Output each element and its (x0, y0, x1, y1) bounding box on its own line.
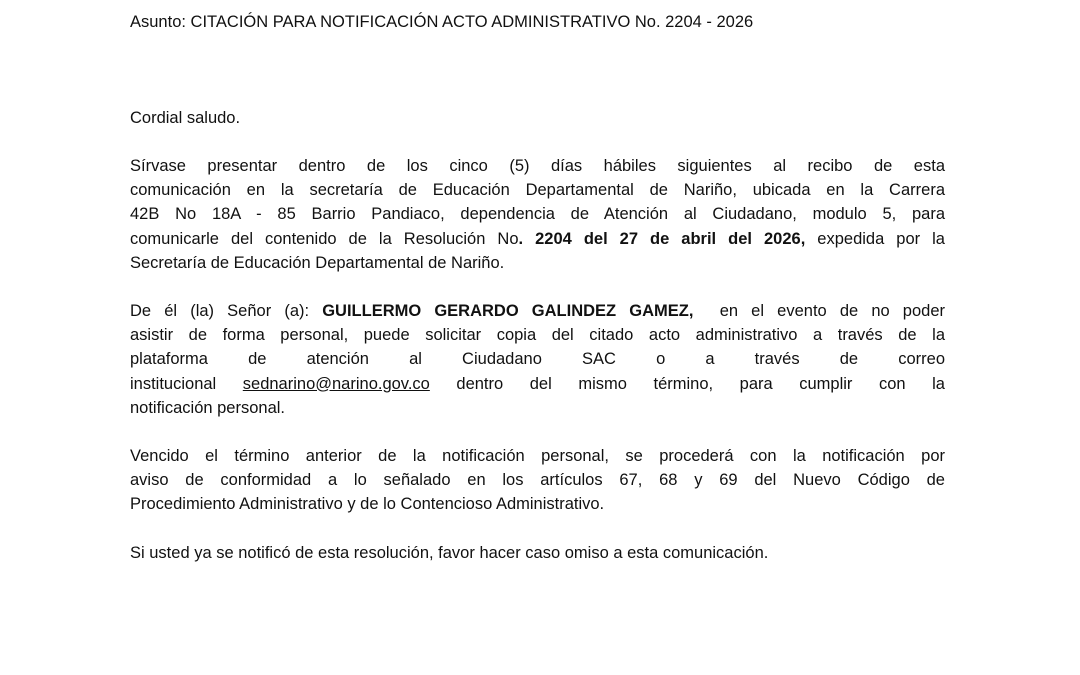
paragraph-notice (130, 444, 945, 517)
text-line (130, 372, 945, 396)
text-line: aviso de conformidad a lo señalado en los artículos 67, 68 y 69 del Nuevo Código de (130, 471, 945, 490)
text-line: Si usted ya se notificó de esta resolución, favor hacer caso omiso a esta comunicación. (130, 544, 769, 562)
recipient-name: GUILLERMO GERARDO GALINDEZ GAMEZ, (322, 302, 694, 320)
text-line: 42B No 18A - 85 Barrio Pandiaco, dependencia de Atención al Ciudadano, modulo 5, para (130, 205, 945, 224)
text-line (130, 227, 945, 251)
paragraph-disclaimer (130, 541, 945, 565)
text-line: notificación personal. (130, 398, 286, 417)
text-segment: expedida por la (805, 229, 945, 248)
text-line: comunicación en la secretaría de Educación Departamental de Nariño, ubicada en la Carrera (130, 181, 945, 200)
text-line: plataforma de atención al Ciudadano SAC o a través de correo (130, 350, 945, 369)
text-segment: en el evento de no poder (693, 302, 946, 320)
email-link[interactable]: sednarino@narino.gov.co (242, 374, 430, 393)
text-line: Sírvase presentar dentro de los cinco (5) días hábiles siguientes al recibo de esta (130, 157, 945, 175)
document-page (130, 0, 945, 675)
text-segment: dentro del mismo término, para cumplir con la (429, 374, 945, 393)
paragraph-citation (130, 154, 945, 275)
text-line (130, 299, 945, 323)
greeting: Cordial saludo. (130, 109, 241, 127)
subject-line: Asunto: CITACIÓN PARA NOTIFICACIÓN ACTO ADMINISTRATIVO No. 2204 - 2026 (130, 13, 754, 31)
text-line: Procedimiento Administrativo y de lo Contencioso Administrativo. (130, 495, 605, 514)
text-line: asistir de forma personal, puede solicitar copia del citado acto administrativo a través de la (130, 326, 945, 345)
resolution-reference: . 2204 del 27 de abril del 2026, (518, 229, 806, 248)
paragraph-recipient (130, 299, 945, 420)
text-segment: institucional (130, 374, 243, 393)
text-segment: De él (la) Señor (a): (130, 302, 323, 320)
text-line: Vencido el término anterior de la notificación personal, se procederá con la notificación por (130, 447, 945, 465)
text-line: Secretaría de Educación Departamental de Nariño. (130, 253, 505, 272)
text-segment: comunicarle del contenido de la Resolución No (130, 229, 519, 248)
